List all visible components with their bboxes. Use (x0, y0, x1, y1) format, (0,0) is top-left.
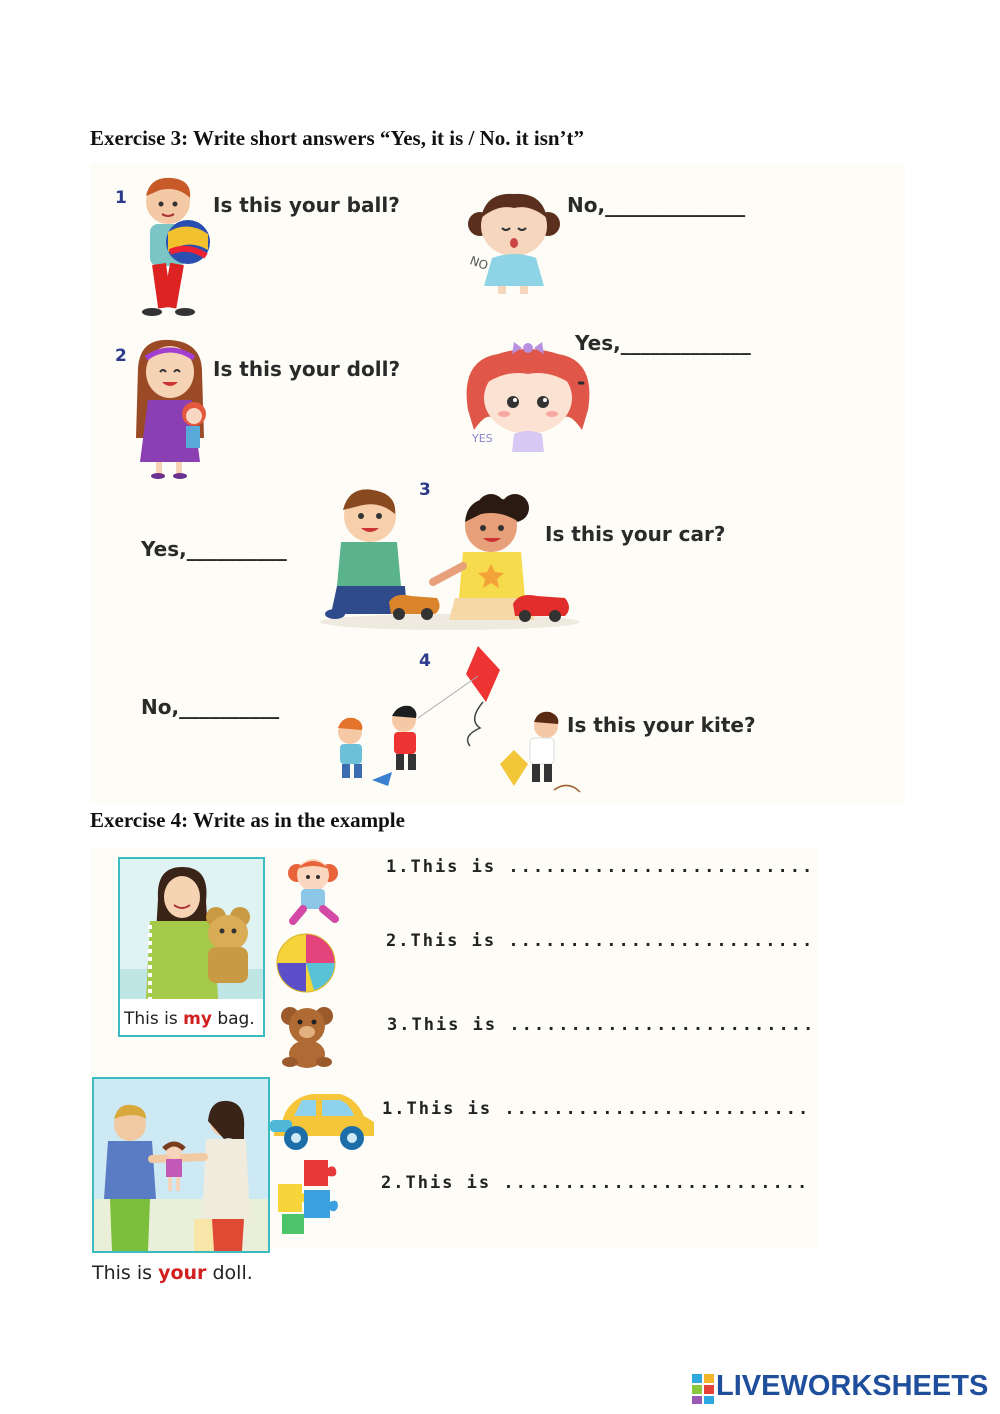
example-card-my-bag (118, 857, 265, 1037)
item3-number: 3 (419, 480, 431, 500)
example-caption-your-doll: This is your doll. (92, 1262, 253, 1284)
exercise4-heading: Exercise 4: Write as in the example (90, 808, 405, 832)
item1-number: 1 (115, 188, 127, 208)
item1-question: Is this your ball? (213, 193, 400, 217)
puzzle-pieces-icon (274, 1156, 354, 1236)
yes-bubble-label: YES (472, 432, 493, 445)
toy-car-icon (268, 1084, 378, 1152)
item4-question: Is this your kite? (567, 713, 756, 737)
liveworksheets-logo (692, 1374, 714, 1404)
item3-question: Is this your car? (545, 522, 726, 546)
boy-with-ball-illustration (130, 172, 215, 317)
example-card-your-doll (92, 1077, 270, 1253)
item2-number: 2 (115, 346, 127, 366)
teddy-bear-icon (276, 1004, 338, 1068)
no-bubble-label: NO (467, 253, 491, 273)
girl-with-doll-illustration (130, 338, 215, 483)
exercise3-heading: Exercise 3: Write short answers “Yes, it is / No. it isn’t” (90, 126, 585, 150)
girl-saying-yes-illustration (458, 340, 598, 455)
group2-line-1[interactable]: 1.This is ......................... (382, 1099, 811, 1119)
brand-wordmark: LIVEWORKSHEETS (716, 1370, 989, 1402)
girl-saying-no-illustration (466, 188, 561, 298)
group1-line-1[interactable]: 1.This is ......................... (386, 857, 815, 877)
group2-line-2[interactable]: 2.This is ......................... (381, 1173, 810, 1193)
item4-answer[interactable]: No,__________ (141, 695, 280, 719)
item2-question: Is this your doll? (213, 357, 401, 381)
item2-answer[interactable]: Yes,_____________ (575, 331, 751, 355)
item4-number: 4 (419, 651, 431, 671)
item2-stray-dash: - (577, 370, 586, 394)
example-caption-my-bag: This is my bag. (124, 1009, 255, 1029)
children-with-kites-illustration (318, 640, 588, 800)
group1-line-3[interactable]: 3.This is ......................... (387, 1015, 816, 1035)
children-with-cars-illustration (315, 486, 585, 632)
ball-icon (274, 932, 338, 994)
item1-answer[interactable]: No,______________ (567, 193, 746, 217)
item3-answer[interactable]: Yes,__________ (141, 537, 287, 561)
group1-line-2[interactable]: 2.This is ......................... (386, 931, 815, 951)
doll-icon (279, 855, 347, 925)
family-with-doll-illustration (94, 1079, 268, 1251)
girl-with-teddy-bag-illustration (120, 859, 263, 999)
